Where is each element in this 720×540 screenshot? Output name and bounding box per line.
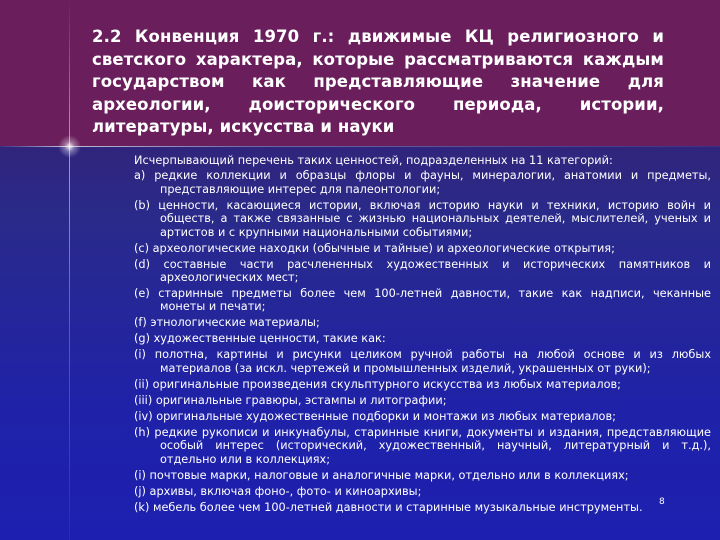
- slide-body: [134, 154, 711, 517]
- list-item: (iv) оригинальные художественные подборки и монтажи из любых материалов;: [134, 409, 616, 423]
- page-number: 8: [659, 497, 665, 507]
- list-item: (i) полотна, картины и рисунки целиком ручной работы на любой основе и из любых материалов (за искл. чертежей и промышленных изделий, украшенных от руки);: [134, 348, 711, 375]
- title-line: археологии, доисторического периода, истории,: [92, 94, 664, 114]
- list-item: (ii) оригинальные произведения скульптурного искусства из любых материалов;: [134, 377, 621, 391]
- list-item: (h) редкие рукописи и инкунабулы, старинные книги, документы и издания, представляющие особый интерес (исторический, художественный, научный, литературный и т.д.), отдельно или в коллекциях;: [134, 425, 711, 466]
- list-item: (g) художественные ценности, такие как:: [134, 332, 386, 346]
- list-item: а) редкие коллекции и образцы флоры и фауны, минералогии, анатомии и предметы, представляющие интерес для палеонтологии;: [134, 169, 711, 196]
- list-item: (e) старинные предметы более чем 100-летней давности, такие как надписи, чеканные монеты и печати;: [134, 287, 711, 314]
- decorative-horizontal-line: [0, 146, 720, 147]
- list-item: (j) архивы, включая фоно-, фото- и киноархивы;: [134, 484, 422, 498]
- list-item: (k) мебель более чем 100-летней давности и старинные музыкальные инструменты.: [134, 500, 643, 514]
- list-item: (i) почтовые марки, налоговые и аналогичные марки, отдельно или в коллекциях;: [134, 468, 629, 482]
- intro-text: Исчерпывающий перечень таких ценностей, подразделенных на 11 категорий:: [134, 154, 613, 167]
- title-line: литературы, искусства и науки: [92, 117, 395, 136]
- list-item: (c) археологические находки (обычные и тайные) и археологические открытия;: [134, 241, 615, 255]
- sparkle-icon: [58, 135, 81, 158]
- list-item: (d) составные части расчлененных художественных и исторических памятников и археологических мест;: [134, 257, 711, 285]
- decorative-vertical-line: [69, 0, 70, 540]
- list-item: (b) ценности, касающиеся истории, включая историю науки и техники, историю войн и обществ, а также связанные с жизнью национальных деятелей, мыслителей, ученых и артистов и с крупными национальными событиями;: [134, 198, 711, 239]
- list-item: (f) этнологические материалы;: [134, 316, 320, 330]
- title-line: светского характера, которые рассматриваются каждым: [92, 49, 664, 69]
- list-item: (iii) оригинальные гравюры, эстампы и литографии;: [134, 393, 447, 407]
- slide-title: [92, 26, 664, 139]
- title-line: государством как представляющие значение для: [92, 72, 664, 91]
- title-line: 2.2 Конвенция 1970 г.: движимые КЦ религиозного и: [92, 27, 664, 46]
